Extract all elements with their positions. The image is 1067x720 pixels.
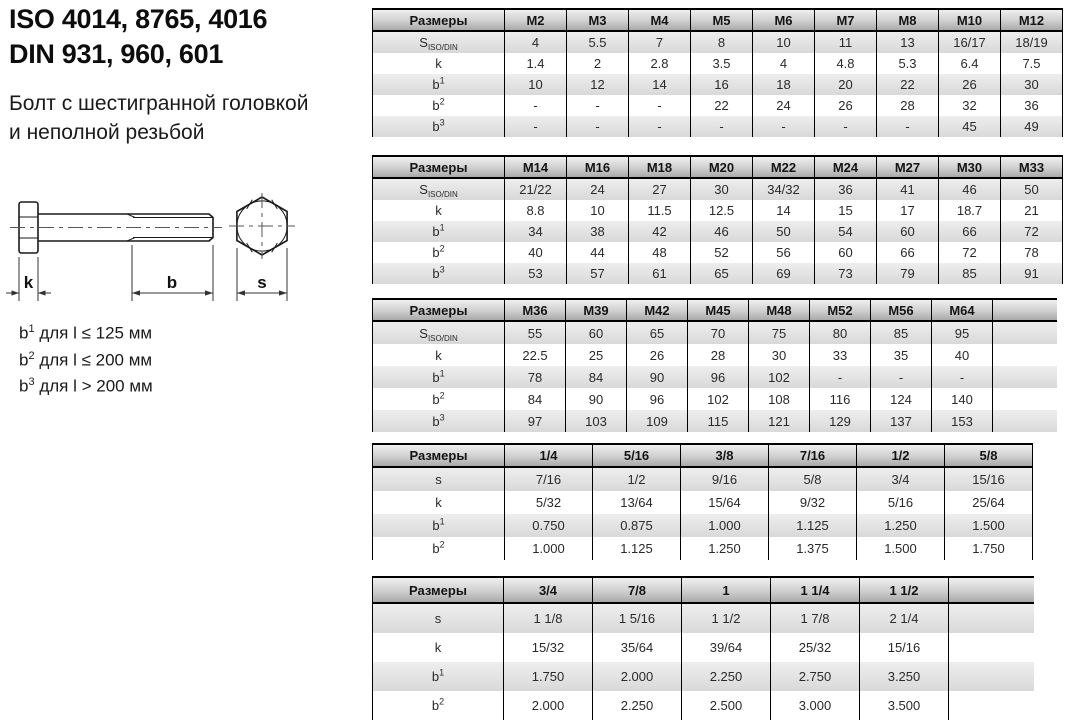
parameter-label: k — [373, 200, 505, 221]
value-cell: 60 — [815, 242, 877, 263]
value-cell: 15/16 — [860, 633, 949, 662]
bolt-technical-drawing — [0, 185, 350, 315]
value-cell: 52 — [691, 242, 753, 263]
din-standards-title: DIN 931, 960, 601 — [9, 39, 224, 69]
value-cell: 40 — [932, 344, 993, 366]
hex-bolt-drawing-svg — [0, 185, 350, 315]
value-cell: 60 — [877, 221, 939, 242]
value-cell: 20 — [815, 74, 877, 95]
value-cell: 109 — [627, 410, 688, 432]
size-column-header: M2 — [505, 9, 567, 31]
value-cell: 153 — [932, 410, 993, 432]
value-cell: 70 — [688, 321, 749, 344]
blank-cell — [993, 410, 1057, 432]
thread-length-note: $b^1$ для l ≤ 125 мм — [19, 323, 153, 343]
value-cell: 34/32 — [753, 178, 815, 200]
value-cell: 1/2 — [593, 467, 681, 491]
value-cell: 60 — [566, 321, 627, 344]
parameter-label: k — [373, 491, 505, 514]
parameter-label: $b^2$ — [373, 242, 505, 263]
value-cell: - — [810, 366, 871, 388]
value-cell: 124 — [871, 388, 932, 410]
sizes-header: Размеры — [373, 299, 505, 321]
parameter-label: $b^1$ — [373, 221, 505, 242]
size-column-header: M20 — [691, 156, 753, 178]
dim-label-k: k — [23, 273, 34, 292]
thread-length-note: $b^3$ для l > 200 мм — [19, 376, 153, 396]
value-cell: 12 — [567, 74, 629, 95]
value-cell: 121 — [749, 410, 810, 432]
value-cell: 78 — [1001, 242, 1063, 263]
parameter-label: $b^1$ — [373, 366, 505, 388]
parameter-label: s — [373, 603, 504, 633]
value-cell: 1.250 — [681, 537, 769, 560]
value-cell: 1.250 — [857, 514, 945, 537]
value-cell: 65 — [691, 263, 753, 284]
value-cell: 18 — [753, 74, 815, 95]
value-cell: 108 — [749, 388, 810, 410]
value-cell: 15/64 — [681, 491, 769, 514]
value-cell: 26 — [939, 74, 1001, 95]
value-cell: 27 — [629, 178, 691, 200]
value-cell: 48 — [629, 242, 691, 263]
value-cell: 61 — [629, 263, 691, 284]
value-cell: 30 — [1001, 74, 1063, 95]
value-cell: 22 — [691, 95, 753, 116]
parameter-label: $b^1$ — [373, 514, 505, 537]
value-cell: 1.500 — [857, 537, 945, 560]
value-cell: 95 — [932, 321, 993, 344]
size-column-header: M39 — [566, 299, 627, 321]
value-cell: 9/16 — [681, 467, 769, 491]
value-cell: 2.8 — [629, 53, 691, 74]
size-column-header: 3/4 — [504, 577, 593, 603]
size-column-header: M30 — [939, 156, 1001, 178]
size-column-header: M64 — [932, 299, 993, 321]
value-cell: 69 — [753, 263, 815, 284]
blank-header — [949, 577, 1034, 603]
value-cell: 18.7 — [939, 200, 1001, 221]
value-cell: - — [871, 366, 932, 388]
size-column-header: 1 1/4 — [771, 577, 860, 603]
value-cell: 14 — [629, 74, 691, 95]
value-cell: 5/8 — [769, 467, 857, 491]
value-cell: 65 — [627, 321, 688, 344]
value-cell: 2.750 — [771, 662, 860, 691]
value-cell: 140 — [932, 388, 993, 410]
value-cell: 25/32 — [771, 633, 860, 662]
value-cell: 91 — [1001, 263, 1063, 284]
dimension-k — [6, 257, 51, 301]
size-column-header: M42 — [627, 299, 688, 321]
blank-header — [993, 299, 1057, 321]
value-cell: 40 — [505, 242, 567, 263]
value-cell: 78 — [505, 366, 566, 388]
value-cell: 3.250 — [860, 662, 949, 691]
size-column-header: M45 — [688, 299, 749, 321]
value-cell: 35 — [871, 344, 932, 366]
value-cell: 2.250 — [593, 691, 682, 720]
value-cell: 1.4 — [505, 53, 567, 74]
value-cell: 22.5 — [505, 344, 566, 366]
value-cell: 42 — [629, 221, 691, 242]
value-cell: - — [567, 116, 629, 137]
value-cell: - — [691, 116, 753, 137]
value-cell: 36 — [815, 178, 877, 200]
size-column-header: 7/8 — [593, 577, 682, 603]
iso-standards-title: ISO 4014, 8765, 4016 — [9, 4, 268, 34]
value-cell: 4 — [753, 53, 815, 74]
value-cell: 28 — [877, 95, 939, 116]
value-cell: 35/64 — [593, 633, 682, 662]
value-cell: - — [815, 116, 877, 137]
value-cell: - — [629, 95, 691, 116]
value-cell: - — [505, 116, 567, 137]
value-cell: 75 — [749, 321, 810, 344]
value-cell: - — [567, 95, 629, 116]
size-column-header: M48 — [749, 299, 810, 321]
value-cell: 8.8 — [505, 200, 567, 221]
value-cell: 3/4 — [857, 467, 945, 491]
value-cell: 24 — [753, 95, 815, 116]
value-cell: 41 — [877, 178, 939, 200]
value-cell: 79 — [877, 263, 939, 284]
value-cell: 15 — [815, 200, 877, 221]
size-column-header: M56 — [871, 299, 932, 321]
parameter-label: s — [373, 467, 505, 491]
size-column-header: M14 — [505, 156, 567, 178]
value-cell: 1.500 — [945, 514, 1033, 537]
size-column-header: M4 — [629, 9, 691, 31]
bolt-side-view — [10, 202, 222, 253]
value-cell: 50 — [753, 221, 815, 242]
parameter-label: $b^3$ — [373, 410, 505, 432]
value-cell: 44 — [567, 242, 629, 263]
value-cell: 17 — [877, 200, 939, 221]
value-cell: 15/16 — [945, 467, 1033, 491]
value-cell: 0.875 — [593, 514, 681, 537]
value-cell: - — [629, 116, 691, 137]
value-cell: 2.000 — [593, 662, 682, 691]
value-cell: 1 7/8 — [771, 603, 860, 633]
value-cell: - — [753, 116, 815, 137]
blank-cell — [993, 366, 1057, 388]
value-cell: 46 — [691, 221, 753, 242]
value-cell: 90 — [627, 366, 688, 388]
value-cell: 38 — [567, 221, 629, 242]
value-cell: 84 — [566, 366, 627, 388]
blank-cell — [949, 603, 1034, 633]
value-cell: 45 — [939, 116, 1001, 137]
size-column-header: M6 — [753, 9, 815, 31]
parameter-label: $b^2$ — [373, 95, 505, 116]
value-cell: 4 — [505, 31, 567, 53]
value-cell: 16/17 — [939, 31, 1001, 53]
value-cell: 13/64 — [593, 491, 681, 514]
value-cell: 5.3 — [877, 53, 939, 74]
value-cell: 10 — [753, 31, 815, 53]
value-cell: 9/32 — [769, 491, 857, 514]
value-cell: - — [877, 116, 939, 137]
parameter-label: $b^2$ — [373, 537, 505, 560]
value-cell: 24 — [567, 178, 629, 200]
dimension-table-imperial-quarter-to-5-8 — [372, 443, 1033, 560]
size-column-header: M22 — [753, 156, 815, 178]
size-column-header: M7 — [815, 9, 877, 31]
value-cell: 53 — [505, 263, 567, 284]
value-cell: 25/64 — [945, 491, 1033, 514]
parameter-label: $b^2$ — [373, 691, 504, 720]
value-cell: 49 — [1001, 116, 1063, 137]
value-cell: 11 — [815, 31, 877, 53]
value-cell: 57 — [567, 263, 629, 284]
bolt-description-line1: Болт с шестигранной головкой — [9, 92, 309, 115]
value-cell: 2.000 — [504, 691, 593, 720]
size-column-header: M5 — [691, 9, 753, 31]
value-cell: 56 — [753, 242, 815, 263]
value-cell: 54 — [815, 221, 877, 242]
value-cell: 7 — [629, 31, 691, 53]
value-cell: 4.8 — [815, 53, 877, 74]
parameter-label: $S_{ISO/DIN}$ — [373, 31, 505, 53]
sizes-header: Размеры — [373, 444, 505, 467]
sizes-header: Размеры — [373, 9, 505, 31]
sizes-header: Размеры — [373, 156, 505, 178]
sizes-header: Размеры — [373, 577, 504, 603]
dim-label-b: b — [166, 273, 178, 292]
value-cell: 25 — [566, 344, 627, 366]
size-column-header: 7/16 — [769, 444, 857, 467]
value-cell: 7.5 — [1001, 53, 1063, 74]
value-cell: 2 1/4 — [860, 603, 949, 633]
value-cell: 85 — [871, 321, 932, 344]
value-cell: 90 — [566, 388, 627, 410]
value-cell: 85 — [939, 263, 1001, 284]
value-cell: 55 — [505, 321, 566, 344]
size-column-header: M33 — [1001, 156, 1063, 178]
value-cell: 32 — [939, 95, 1001, 116]
dim-label-s: s — [257, 273, 267, 292]
value-cell: 15/32 — [504, 633, 593, 662]
value-cell: 18/19 — [1001, 31, 1063, 53]
parameter-label: k — [373, 633, 504, 662]
value-cell: 22 — [877, 74, 939, 95]
parameter-label: $S_{ISO/DIN}$ — [373, 321, 505, 344]
parameter-label: $b^3$ — [373, 116, 505, 137]
size-column-header: M36 — [505, 299, 566, 321]
value-cell: 10 — [567, 200, 629, 221]
value-cell: 50 — [1001, 178, 1063, 200]
value-cell: 5.5 — [567, 31, 629, 53]
blank-cell — [993, 344, 1057, 366]
value-cell: 84 — [505, 388, 566, 410]
dimension-table-metric-m14-m33 — [372, 155, 1063, 284]
value-cell: 1 1/8 — [504, 603, 593, 633]
size-column-header: 1 — [682, 577, 771, 603]
value-cell: 26 — [815, 95, 877, 116]
value-cell: - — [932, 366, 993, 388]
value-cell: 97 — [505, 410, 566, 432]
value-cell: 7/16 — [505, 467, 593, 491]
value-cell: 115 — [688, 410, 749, 432]
value-cell: 0.750 — [505, 514, 593, 537]
parameter-label: k — [373, 53, 505, 74]
dimension-b — [132, 245, 213, 301]
value-cell: 2.250 — [682, 662, 771, 691]
value-cell: 10 — [505, 74, 567, 95]
size-column-header: M10 — [939, 9, 1001, 31]
value-cell: 116 — [810, 388, 871, 410]
value-cell: 21 — [1001, 200, 1063, 221]
value-cell: 21/22 — [505, 178, 567, 200]
size-column-header: 3/8 — [681, 444, 769, 467]
value-cell: 1.000 — [505, 537, 593, 560]
value-cell: 1.750 — [504, 662, 593, 691]
value-cell: 39/64 — [682, 633, 771, 662]
value-cell: 3.5 — [691, 53, 753, 74]
value-cell: 66 — [939, 221, 1001, 242]
value-cell: 2.500 — [682, 691, 771, 720]
value-cell: 5/16 — [857, 491, 945, 514]
value-cell: 33 — [810, 344, 871, 366]
value-cell: 1 1/2 — [682, 603, 771, 633]
value-cell: 14 — [753, 200, 815, 221]
size-column-header: M18 — [629, 156, 691, 178]
value-cell: 1.375 — [769, 537, 857, 560]
size-column-header: M3 — [567, 9, 629, 31]
value-cell: 12.5 — [691, 200, 753, 221]
value-cell: 30 — [749, 344, 810, 366]
size-column-header: 5/16 — [593, 444, 681, 467]
parameter-label: $b^1$ — [373, 662, 504, 691]
value-cell: 8 — [691, 31, 753, 53]
size-column-header: 1/4 — [505, 444, 593, 467]
value-cell: 137 — [871, 410, 932, 432]
thread-length-notes — [19, 318, 153, 398]
value-cell: 26 — [627, 344, 688, 366]
value-cell: - — [505, 95, 567, 116]
value-cell: 34 — [505, 221, 567, 242]
value-cell: 36 — [1001, 95, 1063, 116]
value-cell: 16 — [691, 74, 753, 95]
value-cell: 72 — [939, 242, 1001, 263]
value-cell: 1 5/16 — [593, 603, 682, 633]
value-cell: 11.5 — [629, 200, 691, 221]
value-cell: 1.750 — [945, 537, 1033, 560]
thread-length-note: $b^2$ для l ≤ 200 мм — [19, 349, 153, 370]
parameter-label: $b^3$ — [373, 263, 505, 284]
size-column-header: M12 — [1001, 9, 1063, 31]
blank-cell — [949, 662, 1034, 691]
value-cell: 96 — [627, 388, 688, 410]
parameter-label: $b^2$ — [373, 388, 505, 410]
dimension-table-metric-m36-m64 — [372, 298, 1057, 432]
value-cell: 3.500 — [860, 691, 949, 720]
value-cell: 73 — [815, 263, 877, 284]
value-cell: 30 — [691, 178, 753, 200]
blank-cell — [949, 691, 1034, 720]
size-column-header: M27 — [877, 156, 939, 178]
value-cell: 1.125 — [769, 514, 857, 537]
value-cell: 129 — [810, 410, 871, 432]
value-cell: 2 — [567, 53, 629, 74]
bolt-description-line2: и неполной резьбой — [9, 121, 205, 144]
value-cell: 102 — [688, 388, 749, 410]
dimension-table-metric-m2-m12 — [372, 8, 1063, 137]
value-cell: 46 — [939, 178, 1001, 200]
value-cell: 80 — [810, 321, 871, 344]
dimension-table-imperial-3-4-to-1-1-2 — [372, 576, 1034, 720]
size-column-header: M16 — [567, 156, 629, 178]
size-column-header: 1/2 — [857, 444, 945, 467]
value-cell: 6.4 — [939, 53, 1001, 74]
value-cell: 96 — [688, 366, 749, 388]
value-cell: 3.000 — [771, 691, 860, 720]
value-cell: 13 — [877, 31, 939, 53]
blank-cell — [993, 388, 1057, 410]
size-column-header: M8 — [877, 9, 939, 31]
parameter-label: $S_{ISO/DIN}$ — [373, 178, 505, 200]
blank-cell — [949, 633, 1034, 662]
value-cell: 28 — [688, 344, 749, 366]
value-cell: 103 — [566, 410, 627, 432]
size-column-header: 1 1/2 — [860, 577, 949, 603]
value-cell: 1.000 — [681, 514, 769, 537]
size-column-header: M24 — [815, 156, 877, 178]
value-cell: 102 — [749, 366, 810, 388]
blank-cell — [993, 321, 1057, 344]
size-column-header: M52 — [810, 299, 871, 321]
size-column-header: 5/8 — [945, 444, 1033, 467]
bolt-end-view — [229, 193, 295, 259]
value-cell: 5/32 — [505, 491, 593, 514]
value-cell: 66 — [877, 242, 939, 263]
value-cell: 1.125 — [593, 537, 681, 560]
parameter-label: k — [373, 344, 505, 366]
parameter-label: $b^1$ — [373, 74, 505, 95]
value-cell: 72 — [1001, 221, 1063, 242]
